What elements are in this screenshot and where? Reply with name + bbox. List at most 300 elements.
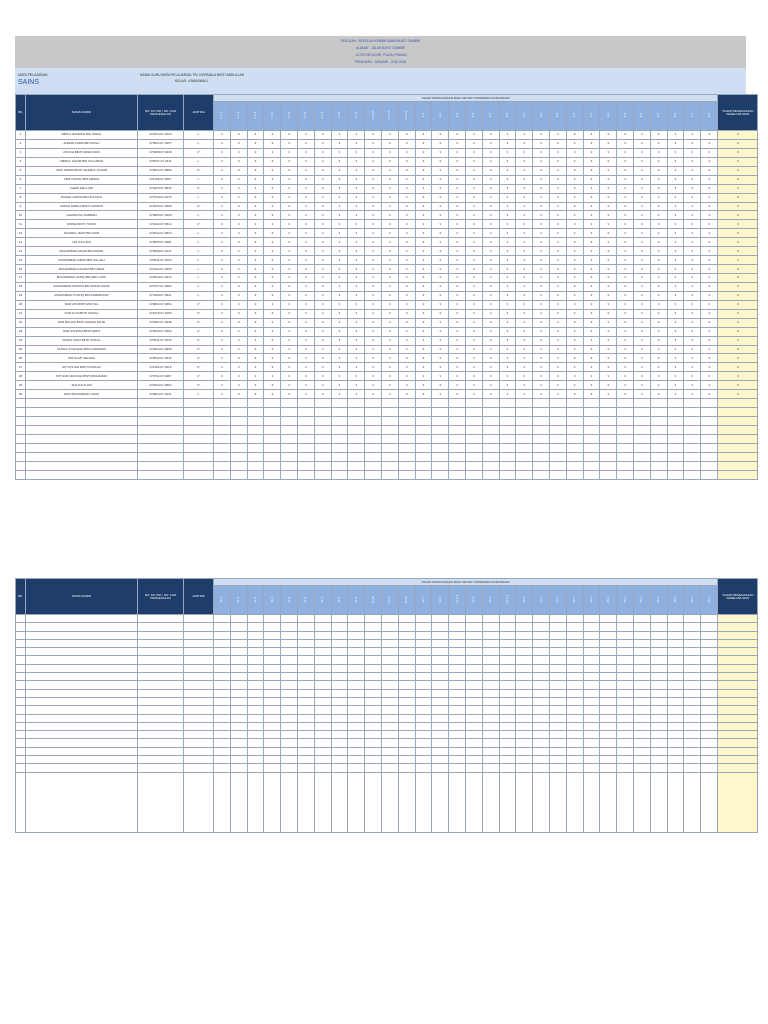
tp-cell[interactable]: 3 [583, 157, 600, 166]
tp-cell[interactable]: 3 [482, 372, 499, 381]
empty-cell[interactable] [331, 615, 348, 623]
tp-cell[interactable]: 3 [398, 166, 415, 175]
empty-cell[interactable] [247, 623, 264, 631]
empty-cell[interactable] [297, 648, 314, 656]
tp-cell[interactable]: 3 [398, 247, 415, 256]
tp-overall[interactable]: 3 [718, 157, 758, 166]
tp-overall[interactable]: 3 [718, 247, 758, 256]
empty-cell[interactable] [650, 697, 667, 705]
tp-cell[interactable]: 3 [617, 274, 634, 283]
empty-cell[interactable] [566, 417, 583, 426]
tp-cell[interactable]: 3 [600, 238, 617, 247]
empty-cell[interactable] [482, 681, 499, 689]
tp-cell[interactable]: 3 [365, 381, 382, 390]
tp-cell[interactable]: 3 [566, 354, 583, 363]
tp-cell[interactable]: 3 [314, 247, 331, 256]
empty-cell[interactable] [432, 623, 449, 631]
empty-cell[interactable] [415, 656, 432, 664]
tp-cell[interactable]: 3 [549, 184, 566, 193]
tp-cell[interactable]: 3 [415, 345, 432, 354]
empty-cell[interactable] [16, 689, 26, 697]
empty-cell[interactable] [701, 739, 718, 747]
tp-cell[interactable]: 3 [667, 363, 684, 372]
tp-cell[interactable]: 3 [499, 265, 516, 274]
tp-cell[interactable]: 3 [549, 345, 566, 354]
empty-cell[interactable] [566, 399, 583, 408]
empty-cell[interactable] [297, 623, 314, 631]
empty-cell[interactable] [26, 731, 138, 739]
tp-cell[interactable]: 3 [617, 291, 634, 300]
tp-cell[interactable]: 3 [331, 291, 348, 300]
empty-cell[interactable] [633, 470, 650, 479]
tp-cell[interactable]: 3 [449, 291, 466, 300]
tp-cell[interactable]: 3 [533, 372, 550, 381]
empty-cell[interactable] [398, 697, 415, 705]
tp-cell[interactable]: 3 [499, 390, 516, 399]
empty-cell[interactable] [516, 417, 533, 426]
empty-cell[interactable] [633, 697, 650, 705]
tp-cell[interactable]: 3 [432, 345, 449, 354]
empty-cell[interactable] [549, 425, 566, 434]
tp-cell[interactable]: 3 [499, 345, 516, 354]
empty-cell[interactable] [415, 425, 432, 434]
tp-cell[interactable]: 3 [297, 193, 314, 202]
tp-cell[interactable]: 3 [533, 381, 550, 390]
empty-cell[interactable] [314, 739, 331, 747]
tp-cell[interactable]: 3 [701, 247, 718, 256]
tp-cell[interactable]: 3 [264, 184, 281, 193]
tp-cell[interactable]: 3 [264, 354, 281, 363]
empty-cell[interactable] [566, 408, 583, 417]
tp-cell[interactable]: 3 [297, 202, 314, 211]
tp-cell[interactable]: 3 [499, 193, 516, 202]
empty-cell[interactable] [184, 648, 214, 656]
empty-cell[interactable] [482, 417, 499, 426]
tp-overall[interactable]: 3 [718, 265, 758, 274]
empty-cell[interactable] [26, 673, 138, 681]
empty-cell[interactable] [583, 648, 600, 656]
tp-cell[interactable]: 3 [633, 274, 650, 283]
tp-cell[interactable]: 3 [348, 175, 365, 184]
empty-cell[interactable] [138, 443, 184, 452]
empty-cell[interactable] [533, 623, 550, 631]
empty-cell[interactable] [230, 408, 247, 417]
empty-cell[interactable] [138, 656, 184, 664]
empty-cell[interactable] [381, 399, 398, 408]
empty-cell[interactable] [650, 772, 667, 832]
empty-cell[interactable] [398, 722, 415, 730]
tp-cell[interactable]: 3 [398, 265, 415, 274]
tp-cell[interactable]: 3 [297, 211, 314, 220]
tp-cell[interactable]: 3 [264, 131, 281, 140]
tp-cell[interactable]: 3 [465, 345, 482, 354]
empty-cell[interactable] [701, 452, 718, 461]
tp-cell[interactable]: 3 [314, 345, 331, 354]
tp-cell[interactable]: 3 [684, 175, 701, 184]
tp-cell[interactable]: 3 [684, 354, 701, 363]
tp-cell[interactable]: 3 [684, 148, 701, 157]
empty-cell[interactable] [499, 656, 516, 664]
tp-overall[interactable] [718, 623, 758, 631]
tp-cell[interactable]: 3 [314, 381, 331, 390]
empty-cell[interactable] [566, 772, 583, 832]
empty-cell[interactable] [214, 631, 231, 639]
tp-cell[interactable]: 3 [432, 309, 449, 318]
tp-cell[interactable]: 3 [499, 175, 516, 184]
tp-cell[interactable]: 3 [583, 148, 600, 157]
tp-cell[interactable]: 3 [348, 390, 365, 399]
tp-cell[interactable]: 3 [281, 148, 298, 157]
tp-cell[interactable]: 3 [214, 300, 231, 309]
empty-cell[interactable] [684, 631, 701, 639]
empty-cell[interactable] [566, 747, 583, 755]
empty-cell[interactable] [138, 722, 184, 730]
empty-cell[interactable] [247, 631, 264, 639]
empty-cell[interactable] [482, 722, 499, 730]
tp-cell[interactable]: 3 [566, 238, 583, 247]
empty-cell[interactable] [314, 648, 331, 656]
empty-cell[interactable] [365, 615, 382, 623]
empty-cell[interactable] [449, 764, 466, 772]
tp-cell[interactable]: 3 [398, 309, 415, 318]
empty-cell[interactable] [633, 452, 650, 461]
empty-cell[interactable] [415, 706, 432, 714]
tp-cell[interactable]: 3 [348, 309, 365, 318]
tp-cell[interactable]: 3 [701, 229, 718, 238]
empty-cell[interactable] [16, 631, 26, 639]
tp-cell[interactable]: 3 [297, 363, 314, 372]
tp-cell[interactable]: 3 [465, 309, 482, 318]
empty-cell[interactable] [26, 639, 138, 647]
empty-cell[interactable] [516, 772, 533, 832]
empty-cell[interactable] [566, 648, 583, 656]
empty-cell[interactable] [600, 673, 617, 681]
tp-overall[interactable] [718, 417, 758, 426]
tp-cell[interactable]: 3 [533, 300, 550, 309]
empty-cell[interactable] [16, 664, 26, 672]
empty-cell[interactable] [214, 681, 231, 689]
empty-cell[interactable] [701, 756, 718, 764]
tp-cell[interactable]: 3 [633, 238, 650, 247]
tp-cell[interactable]: 3 [583, 202, 600, 211]
empty-cell[interactable] [214, 443, 231, 452]
empty-cell[interactable] [600, 706, 617, 714]
empty-cell[interactable] [533, 434, 550, 443]
empty-cell[interactable] [415, 399, 432, 408]
empty-cell[interactable] [600, 631, 617, 639]
empty-cell[interactable] [314, 697, 331, 705]
empty-cell[interactable] [381, 722, 398, 730]
empty-cell[interactable] [533, 399, 550, 408]
empty-cell[interactable] [297, 470, 314, 479]
empty-cell[interactable] [432, 470, 449, 479]
empty-cell[interactable] [16, 747, 26, 755]
empty-cell[interactable] [297, 461, 314, 470]
empty-cell[interactable] [348, 706, 365, 714]
empty-cell[interactable] [449, 631, 466, 639]
empty-cell[interactable] [281, 656, 298, 664]
tp-cell[interactable]: 3 [314, 309, 331, 318]
tp-cell[interactable]: 3 [348, 139, 365, 148]
empty-cell[interactable] [264, 764, 281, 772]
tp-cell[interactable]: 3 [549, 148, 566, 157]
empty-cell[interactable] [16, 623, 26, 631]
tp-cell[interactable]: 3 [499, 220, 516, 229]
tp-cell[interactable]: 3 [482, 175, 499, 184]
tp-cell[interactable]: 3 [482, 247, 499, 256]
tp-cell[interactable]: 3 [398, 220, 415, 229]
empty-cell[interactable] [297, 764, 314, 772]
tp-cell[interactable]: 3 [264, 166, 281, 175]
tp-cell[interactable]: 3 [633, 139, 650, 148]
tp-cell[interactable]: 3 [684, 309, 701, 318]
tp-overall[interactable]: 3 [718, 282, 758, 291]
tp-cell[interactable]: 3 [415, 139, 432, 148]
tp-cell[interactable]: 3 [533, 345, 550, 354]
tp-cell[interactable]: 3 [331, 363, 348, 372]
empty-cell[interactable] [650, 722, 667, 730]
tp-cell[interactable]: 3 [247, 220, 264, 229]
tp-cell[interactable]: 3 [600, 345, 617, 354]
tp-cell[interactable]: 3 [297, 336, 314, 345]
tp-cell[interactable]: 3 [600, 229, 617, 238]
empty-cell[interactable] [533, 681, 550, 689]
tp-cell[interactable]: 3 [348, 184, 365, 193]
tp-cell[interactable]: 3 [701, 336, 718, 345]
empty-cell[interactable] [415, 764, 432, 772]
empty-cell[interactable] [465, 689, 482, 697]
tp-cell[interactable]: 3 [499, 336, 516, 345]
tp-cell[interactable]: 3 [617, 247, 634, 256]
empty-cell[interactable] [331, 623, 348, 631]
tp-cell[interactable]: 3 [264, 247, 281, 256]
empty-cell[interactable] [566, 689, 583, 697]
empty-cell[interactable] [600, 681, 617, 689]
empty-cell[interactable] [398, 615, 415, 623]
tp-cell[interactable]: 3 [365, 327, 382, 336]
empty-cell[interactable] [16, 697, 26, 705]
tp-cell[interactable]: 3 [465, 220, 482, 229]
empty-cell[interactable] [365, 673, 382, 681]
tp-cell[interactable]: 3 [650, 282, 667, 291]
tp-cell[interactable]: 3 [214, 336, 231, 345]
empty-cell[interactable] [449, 417, 466, 426]
empty-cell[interactable] [667, 452, 684, 461]
tp-cell[interactable]: 3 [247, 372, 264, 381]
tp-cell[interactable]: 3 [650, 336, 667, 345]
tp-cell[interactable]: 3 [633, 381, 650, 390]
empty-cell[interactable] [533, 408, 550, 417]
tp-cell[interactable]: 3 [281, 390, 298, 399]
empty-cell[interactable] [247, 714, 264, 722]
tp-cell[interactable]: 3 [600, 300, 617, 309]
tp-cell[interactable]: 3 [701, 274, 718, 283]
empty-cell[interactable] [566, 615, 583, 623]
tp-overall[interactable] [718, 739, 758, 747]
empty-cell[interactable] [184, 689, 214, 697]
tp-cell[interactable]: 3 [415, 148, 432, 157]
tp-cell[interactable]: 3 [331, 211, 348, 220]
tp-cell[interactable]: 3 [398, 175, 415, 184]
empty-cell[interactable] [247, 689, 264, 697]
tp-cell[interactable]: 3 [650, 220, 667, 229]
empty-cell[interactable] [667, 697, 684, 705]
tp-cell[interactable]: 3 [365, 282, 382, 291]
tp-cell[interactable]: 3 [533, 309, 550, 318]
empty-cell[interactable] [449, 714, 466, 722]
empty-cell[interactable] [26, 434, 138, 443]
tp-cell[interactable]: 3 [331, 336, 348, 345]
empty-cell[interactable] [566, 434, 583, 443]
tp-cell[interactable]: 3 [617, 157, 634, 166]
tp-cell[interactable]: 3 [214, 166, 231, 175]
tp-overall[interactable] [718, 756, 758, 764]
tp-overall[interactable]: 3 [718, 193, 758, 202]
tp-cell[interactable]: 3 [533, 274, 550, 283]
tp-cell[interactable]: 3 [331, 390, 348, 399]
empty-cell[interactable] [281, 689, 298, 697]
empty-cell[interactable] [432, 452, 449, 461]
tp-cell[interactable]: 3 [701, 193, 718, 202]
empty-cell[interactable] [566, 452, 583, 461]
empty-cell[interactable] [650, 706, 667, 714]
tp-cell[interactable]: 3 [415, 274, 432, 283]
empty-cell[interactable] [600, 615, 617, 623]
tp-cell[interactable]: 3 [381, 202, 398, 211]
empty-cell[interactable] [449, 731, 466, 739]
tp-cell[interactable]: 3 [365, 300, 382, 309]
tp-cell[interactable]: 3 [684, 131, 701, 140]
empty-cell[interactable] [465, 470, 482, 479]
empty-cell[interactable] [247, 664, 264, 672]
tp-cell[interactable]: 3 [281, 202, 298, 211]
empty-cell[interactable] [138, 673, 184, 681]
tp-cell[interactable]: 3 [432, 139, 449, 148]
empty-cell[interactable] [214, 747, 231, 755]
tp-cell[interactable]: 3 [583, 291, 600, 300]
tp-cell[interactable]: 3 [600, 336, 617, 345]
tp-cell[interactable]: 3 [533, 291, 550, 300]
tp-cell[interactable]: 3 [398, 318, 415, 327]
tp-cell[interactable]: 3 [482, 309, 499, 318]
tp-cell[interactable]: 3 [415, 265, 432, 274]
tp-cell[interactable]: 3 [348, 131, 365, 140]
empty-cell[interactable] [184, 764, 214, 772]
tp-cell[interactable]: 3 [549, 131, 566, 140]
empty-cell[interactable] [16, 731, 26, 739]
tp-overall[interactable]: 3 [718, 175, 758, 184]
empty-cell[interactable] [264, 697, 281, 705]
empty-cell[interactable] [533, 452, 550, 461]
tp-overall[interactable]: 3 [718, 336, 758, 345]
empty-cell[interactable] [281, 722, 298, 730]
tp-cell[interactable]: 3 [617, 327, 634, 336]
tp-cell[interactable]: 3 [415, 336, 432, 345]
empty-cell[interactable] [331, 443, 348, 452]
tp-cell[interactable]: 3 [482, 139, 499, 148]
tp-cell[interactable]: 3 [465, 318, 482, 327]
empty-cell[interactable] [533, 615, 550, 623]
empty-cell[interactable] [230, 425, 247, 434]
tp-cell[interactable]: 3 [348, 327, 365, 336]
tp-cell[interactable]: 3 [348, 318, 365, 327]
empty-cell[interactable] [16, 714, 26, 722]
tp-cell[interactable]: 3 [214, 372, 231, 381]
tp-cell[interactable]: 3 [633, 282, 650, 291]
tp-overall[interactable]: 3 [718, 139, 758, 148]
tp-cell[interactable]: 3 [247, 175, 264, 184]
tp-cell[interactable]: 3 [684, 238, 701, 247]
tp-cell[interactable]: 3 [398, 202, 415, 211]
tp-overall[interactable] [718, 697, 758, 705]
empty-cell[interactable] [264, 706, 281, 714]
tp-cell[interactable]: 3 [566, 229, 583, 238]
tp-cell[interactable]: 3 [348, 256, 365, 265]
tp-cell[interactable]: 3 [499, 274, 516, 283]
empty-cell[interactable] [600, 648, 617, 656]
tp-cell[interactable]: 3 [667, 175, 684, 184]
tp-cell[interactable]: 3 [247, 157, 264, 166]
empty-cell[interactable] [432, 443, 449, 452]
empty-cell[interactable] [348, 425, 365, 434]
tp-cell[interactable]: 3 [482, 363, 499, 372]
empty-cell[interactable] [667, 689, 684, 697]
tp-cell[interactable]: 3 [281, 256, 298, 265]
empty-cell[interactable] [247, 747, 264, 755]
tp-cell[interactable]: 3 [281, 363, 298, 372]
empty-cell[interactable] [465, 681, 482, 689]
tp-cell[interactable]: 3 [331, 202, 348, 211]
tp-cell[interactable]: 3 [566, 291, 583, 300]
empty-cell[interactable] [549, 656, 566, 664]
empty-cell[interactable] [138, 697, 184, 705]
empty-cell[interactable] [214, 714, 231, 722]
empty-cell[interactable] [499, 756, 516, 764]
empty-cell[interactable] [633, 417, 650, 426]
tp-cell[interactable]: 3 [549, 211, 566, 220]
empty-cell[interactable] [331, 639, 348, 647]
empty-cell[interactable] [482, 425, 499, 434]
empty-cell[interactable] [633, 656, 650, 664]
tp-cell[interactable]: 3 [348, 345, 365, 354]
empty-cell[interactable] [633, 714, 650, 722]
empty-cell[interactable] [381, 623, 398, 631]
tp-cell[interactable]: 3 [331, 139, 348, 148]
tp-cell[interactable]: 3 [214, 238, 231, 247]
empty-cell[interactable] [398, 689, 415, 697]
tp-cell[interactable]: 3 [617, 175, 634, 184]
tp-cell[interactable]: 3 [314, 390, 331, 399]
empty-cell[interactable] [432, 772, 449, 832]
tp-cell[interactable]: 3 [533, 327, 550, 336]
empty-cell[interactable] [684, 452, 701, 461]
empty-cell[interactable] [230, 461, 247, 470]
empty-cell[interactable] [667, 615, 684, 623]
empty-cell[interactable] [549, 452, 566, 461]
empty-cell[interactable] [667, 656, 684, 664]
tp-overall[interactable]: 3 [718, 363, 758, 372]
tp-cell[interactable]: 3 [701, 363, 718, 372]
tp-overall[interactable] [718, 648, 758, 656]
tp-cell[interactable]: 3 [214, 211, 231, 220]
tp-overall[interactable]: 3 [718, 211, 758, 220]
empty-cell[interactable] [16, 443, 26, 452]
tp-cell[interactable]: 3 [701, 318, 718, 327]
empty-cell[interactable] [348, 681, 365, 689]
tp-cell[interactable]: 3 [684, 184, 701, 193]
empty-cell[interactable] [331, 681, 348, 689]
tp-cell[interactable]: 3 [499, 363, 516, 372]
